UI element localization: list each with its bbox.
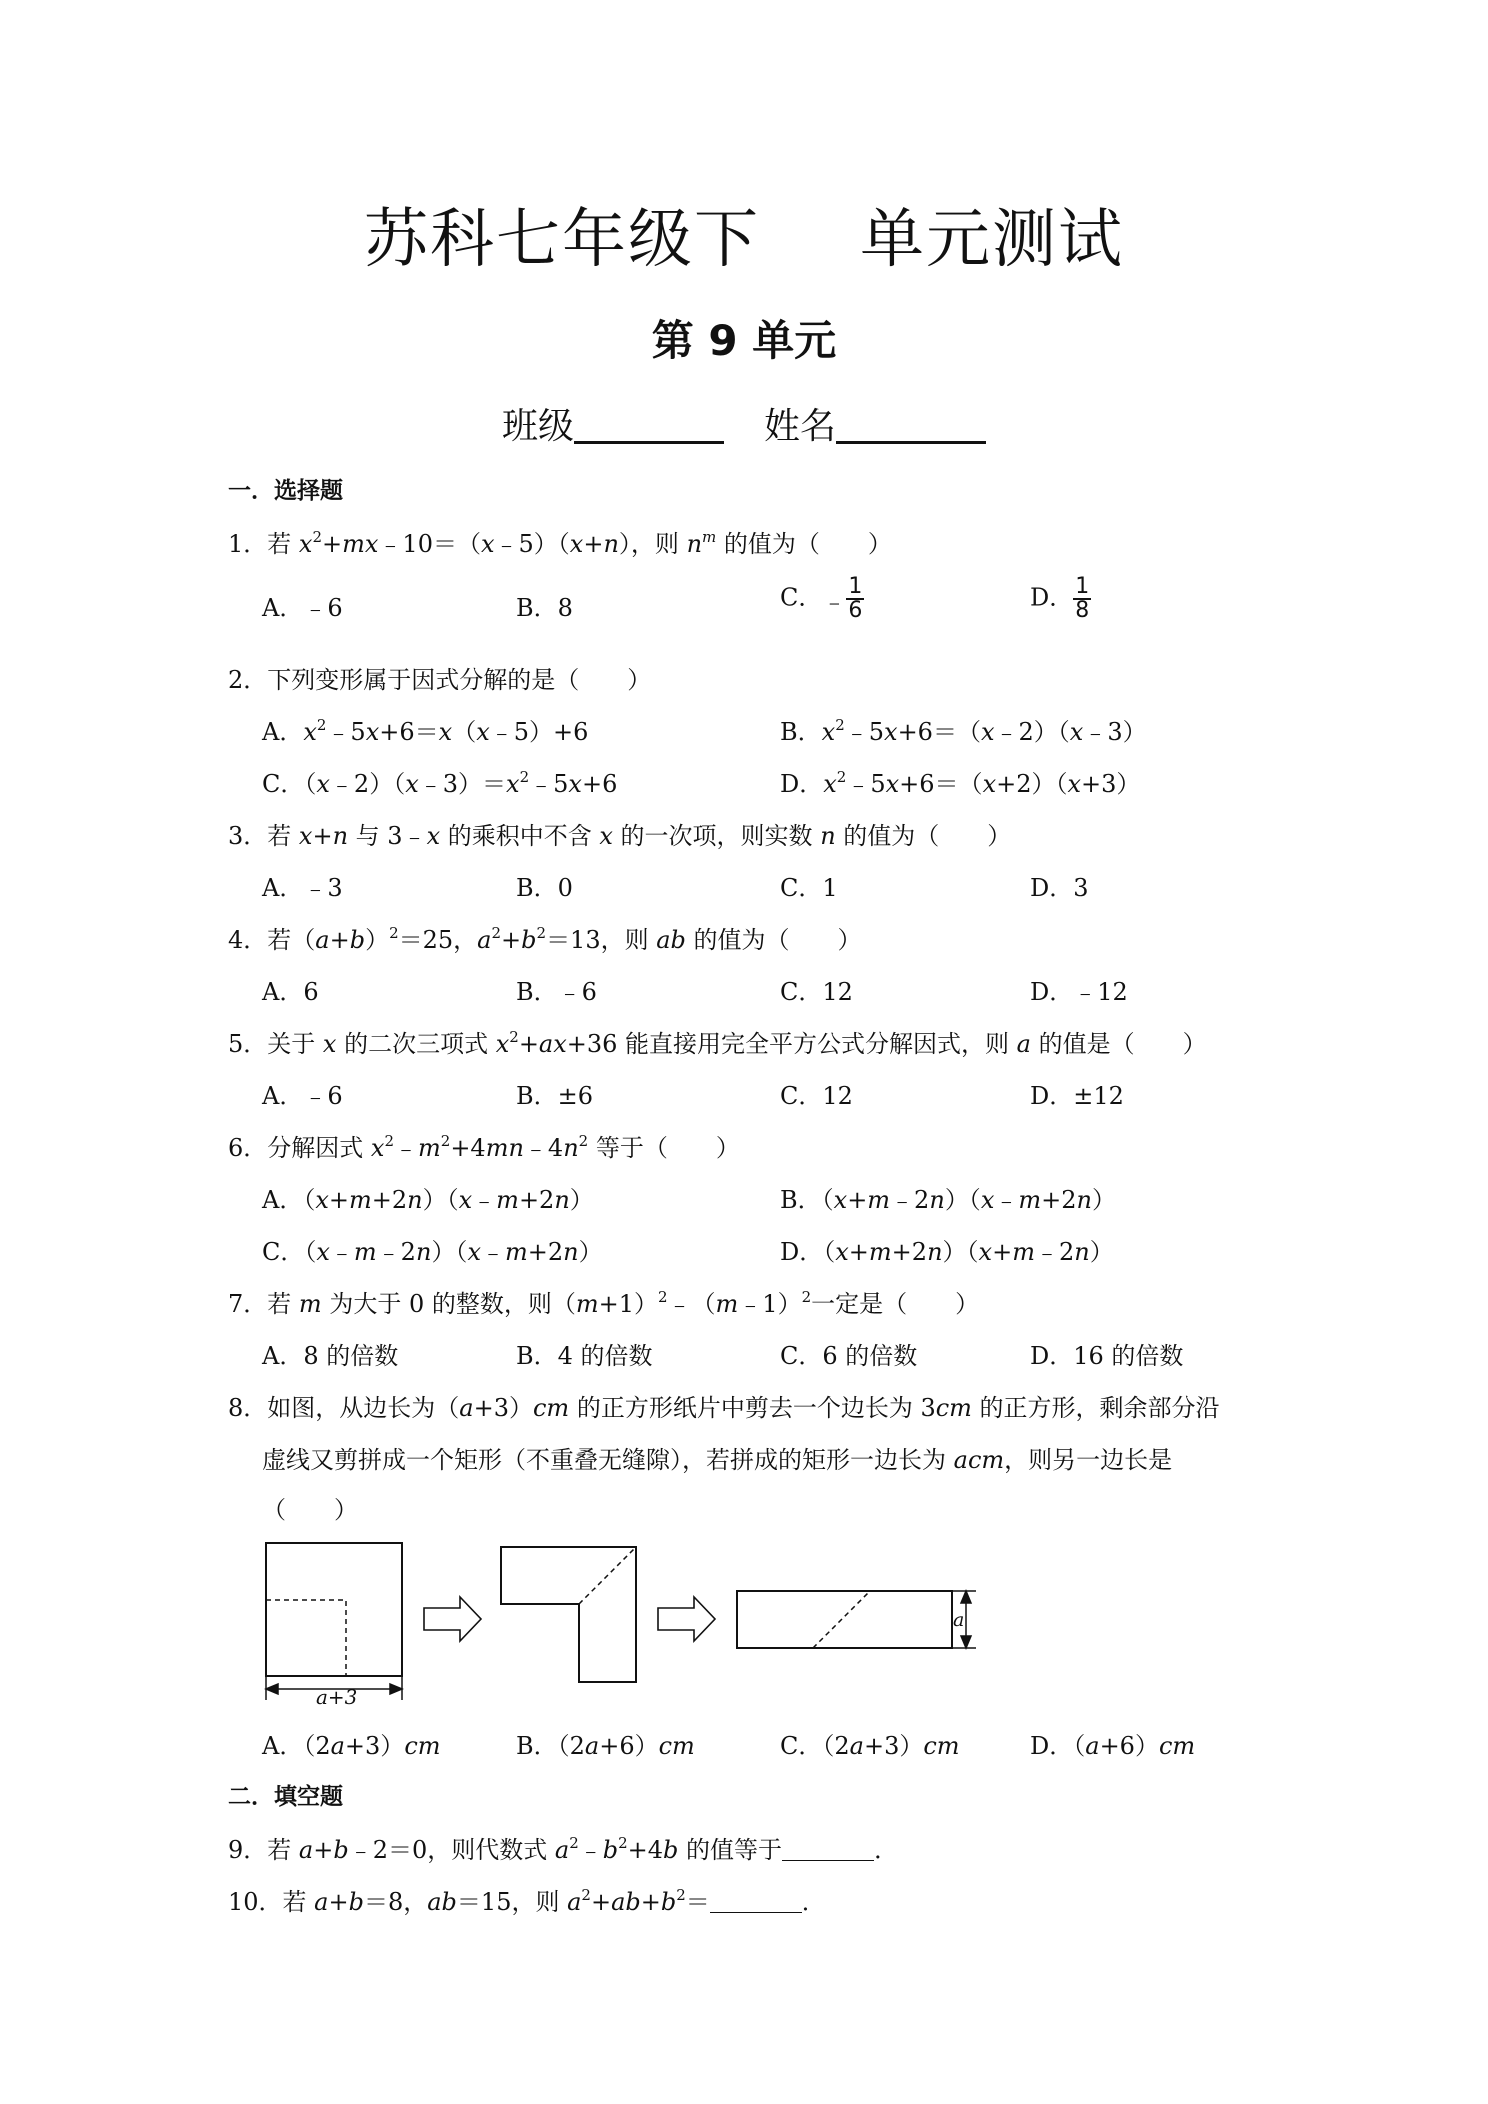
question-7: 7．若 m 为大于 0 的整数，则$(m+1)^2﹣(m﹣1)^2$一定是（ ） bbox=[228, 1288, 980, 1318]
question-8-paren: （ ） bbox=[262, 1496, 358, 1524]
unit-subtitle: 第 9 单元 bbox=[651, 316, 837, 365]
q3-option-d[interactable]: D．3 bbox=[1030, 874, 1089, 902]
width-label: a+3 bbox=[316, 1685, 358, 1709]
question-5: 5．关于 x 的二次三项式 $x^2+ax+36$ 能直接用完全平方公式分解因式，则 a 的值是（ ） bbox=[228, 1028, 1207, 1058]
q1-option-b[interactable]: B．8 bbox=[516, 594, 573, 622]
figure-rectangle bbox=[737, 1591, 952, 1648]
q3-option-b[interactable]: B．0 bbox=[516, 874, 573, 902]
q7-option-d[interactable]: D．16 的倍数 bbox=[1030, 1342, 1184, 1370]
question-1: 1．若 $x^2+mx﹣10=(x﹣5)(x+n)$，则 $n^m$ 的值为（ ） bbox=[228, 528, 892, 558]
q4-option-d[interactable]: D．﹣12 bbox=[1030, 978, 1128, 1006]
name-label: 姓名 bbox=[764, 406, 837, 447]
question-3: 3．若 x+n 与 3﹣x 的乘积中不含 x 的一次项，则实数 n 的值为（ ） bbox=[228, 822, 1012, 850]
question-4: 4．若$(a+b)^2=25$，$a^2+b^2=13$，则 ab 的值为（ ） bbox=[228, 924, 862, 954]
q7-option-b[interactable]: B．4 的倍数 bbox=[516, 1342, 653, 1370]
q9-answer-blank[interactable] bbox=[782, 1838, 874, 1861]
q6-option-b[interactable]: B．（x+m﹣2n）（x﹣m+2n） bbox=[780, 1186, 1116, 1214]
q5-option-c[interactable]: C．12 bbox=[780, 1082, 853, 1110]
q2-option-b[interactable]: B．$x^2﹣5x+6=(x﹣2)(x﹣3)$ bbox=[780, 716, 1147, 746]
question-8-line1: 8．如图，从边长为（a+3）cm 的正方形纸片中剪去一个边长为 3cm 的正方形，剩余部分沿 bbox=[228, 1394, 1220, 1422]
q1-option-c[interactable]: C．﹣ $\frac{1}{6}$ bbox=[780, 574, 863, 623]
q10-answer-blank[interactable] bbox=[710, 1890, 802, 1913]
q8-option-d[interactable]: D．（a+6）cm bbox=[1030, 1732, 1196, 1760]
q2-option-c[interactable]: C．$(x﹣2)(x﹣3)=x^2﹣5x+6$ bbox=[262, 768, 618, 798]
q8-option-a[interactable]: A．（2a+3）cm bbox=[262, 1732, 441, 1760]
fraction-one-sixth: $\frac{1}{6}$ bbox=[848, 574, 863, 623]
q4-option-c[interactable]: C．12 bbox=[780, 978, 853, 1006]
section-choice: 一．选择题 bbox=[228, 478, 343, 504]
q3-option-a[interactable]: A．﹣3 bbox=[262, 874, 343, 902]
q8-option-b[interactable]: B．（2a+6）cm bbox=[516, 1732, 695, 1760]
q7-option-c[interactable]: C．6 的倍数 bbox=[780, 1342, 918, 1370]
class-label: 班级 bbox=[501, 406, 574, 447]
question-10: 10．若 a+b＝8，ab＝15，则 $a^2+ab+b^2=$ ． bbox=[228, 1886, 826, 1916]
section-fill: 二．填空题 bbox=[228, 1784, 343, 1810]
q6-option-c[interactable]: C．（x﹣m﹣2n）（x﹣m+2n） bbox=[262, 1238, 603, 1266]
q6-option-a[interactable]: A．（x+m+2n）（x﹣m+2n） bbox=[262, 1186, 594, 1214]
figure-square bbox=[266, 1543, 402, 1676]
question-6: 6．分解因式 $x^2﹣m^2+4mn﹣4n^2$ 等于（ ） bbox=[228, 1132, 740, 1162]
q5-option-a[interactable]: A．﹣6 bbox=[262, 1082, 343, 1110]
arrow-2-icon bbox=[658, 1597, 715, 1641]
height-label: a bbox=[953, 1609, 965, 1631]
question-2: 2．下列变形属于因式分解的是（ ） bbox=[228, 666, 652, 694]
q8-option-c[interactable]: C．（2a+3）cm bbox=[780, 1732, 960, 1760]
arrow-1-icon bbox=[424, 1597, 481, 1641]
question-8-line2: 虚线又剪拼成一个矩形（不重叠无缝隙），若拼成的矩形一边长为 acm，则另一边长是 bbox=[262, 1446, 1173, 1474]
q1-option-a[interactable]: A．﹣6 bbox=[262, 594, 343, 622]
q7-option-a[interactable]: A．8 的倍数 bbox=[262, 1342, 399, 1370]
q1-option-d[interactable]: D． $\frac{1}{8}$ bbox=[1030, 574, 1090, 623]
q4-option-b[interactable]: B．﹣6 bbox=[516, 978, 597, 1006]
figure-l-shape bbox=[501, 1547, 636, 1682]
q5-option-b[interactable]: B．±6 bbox=[516, 1082, 594, 1110]
q2-option-d[interactable]: D．$x^2﹣5x+6=(x+2)(x+3)$ bbox=[780, 768, 1141, 798]
q6-option-d[interactable]: D．（x+m+2n）（x+m﹣2n） bbox=[780, 1238, 1114, 1266]
q5-option-d[interactable]: D．±12 bbox=[1030, 1082, 1124, 1110]
q2-option-a[interactable]: A．$x^2﹣5x+6=x(x﹣5)+6$ bbox=[262, 716, 589, 746]
fraction-one-eighth: $\frac{1}{8}$ bbox=[1075, 574, 1090, 623]
page-title: 苏科七年级下 单元测试 bbox=[364, 203, 1124, 277]
q4-option-a[interactable]: A．6 bbox=[262, 978, 319, 1006]
q3-option-c[interactable]: C．1 bbox=[780, 874, 838, 902]
question-9: 9．若 a+b﹣2＝0，则代数式 $a^2﹣b^2+4b$ 的值等于 ． bbox=[228, 1834, 899, 1864]
